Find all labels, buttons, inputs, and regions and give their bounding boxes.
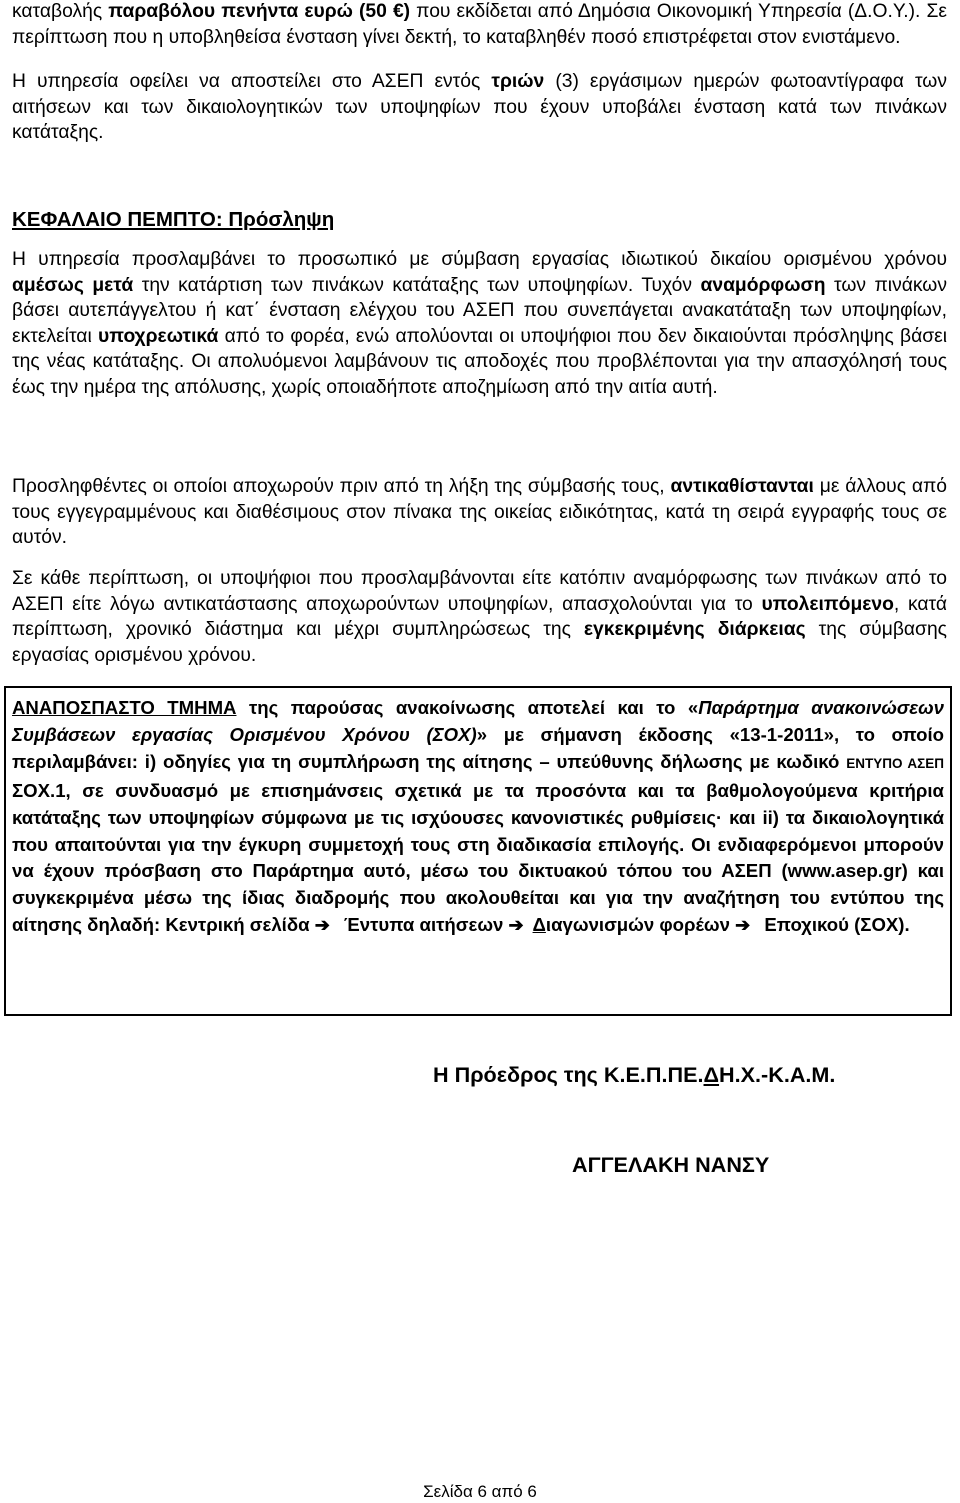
annex-notice-text: ΑΝΑΠΟΣΠΑΣΤΟ ΤΜΗΜΑ της παρούσας ανακοίνωσης αποτελεί και το «Παράρτημα ανακοινώσεων Συμβάσεων εργασίας Ορισμένου Χρόνου (ΣΟΧ)» με σήμανση έκδοσης «13-1-2011», το οποίο περιλαμβάνει: i) οδηγίες για τη συμπλήρωση της αίτησης – υπεύθυνης δήλωσης με κωδικό ΕΝΤΥΠΟ ΑΣΕΠ ΣΟΧ.1, σε συνδυασμό με επισημάνσεις σχετικά με τα προσόντα και τα βαθμολογούμενα κριτήρια κατάταξης των υποψηφίων σύμφωνα με τις ισχύουσες κανονιστικές ρυθμίσεις· και ii) τα δικαιολογητικά που απαιτούνται για την έγκυρη συμμετοχή τους στη διαδικασία επιλογής. Οι ενδιαφερόμενοι μπορούν να έχουν πρόσβαση στο Παράρτημα αυτό, μέσω του δικτυακού τόπου του ΑΣΕΠ (www.asep.gr) και συγκεκριμένα μέσω της ίδιας διαδρομής που ακολουθείται και για την αναζήτηση του εντύπου της αίτησης δηλαδή: Κεντρική σελίδα ➔ Έντυπα αιτήσεων ➔ Διαγωνισμών φορέων ➔ Εποχικού (ΣΟΧ). (12, 695, 944, 939)
page-number: Σελίδα 6 από 6 (423, 1482, 537, 1501)
signatory-title: Η Πρόεδρος της Κ.Ε.Π.ΠΕ.ΔΗ.Χ.-Κ.Α.Μ. (433, 1062, 836, 1087)
paragraph-fee: καταβολής παραβόλου πενήντα ευρώ (50 €) που εκδίδεται από Δημόσια Οικονομική Υπηρεσία (Δ.Ο.Υ.). Σε περίπτωση που η υποβληθείσα ένσταση γίνει δεκτή, το καταβληθέν ποσό επιστρέφεται στον ενιστάμενο. (12, 1, 947, 48)
arrow-right-icon: ➔ (314, 915, 330, 936)
paragraph-asep-copies: Η υπηρεσία οφείλει να αποστείλει στο ΑΣΕΠ εντός τριών (3) εργάσιμων ημερών φωτοαντίγραφα των αιτήσεων και των δικαιολογητικών των υποψηφίων που έχουν υποβάλει ένσταση κατά των πινάκων κατάταξης. (12, 71, 947, 144)
paragraph-replacement: Προσληφθέντες οι οποίοι αποχωρούν πριν από τη λήξη της σύμβασής τους, αντικαθίστανται με άλλους από τους εγγεγραμμένους και διαθέσιμους στον πίνακα της οικείας ειδικότητας, κατά τη σειρά εγγραφής τους σε αυτόν. (12, 476, 947, 549)
arrow-right-icon: ➔ (735, 915, 751, 936)
paragraph-duration: Σε κάθε περίπτωση, οι υποψήφιοι που προσλαμβάνονται είτε κατόπιν αναμόρφωσης των πινάκων από το ΑΣΕΠ είτε λόγω αντικατάστασης αποχωρούντων υποψηφίων, απασχολούνται για το υπολειπόμενο, κατά περίπτωση, χρονικό διάστημα και μέχρι συμπληρώσεως της εγκεκριμένης διάρκειας της σύμβασης εργασίας ορισμένου χρόνου. (12, 568, 947, 666)
chapter-heading: ΚΕΦΑΛΑΙΟ ΠΕΜΠΤΟ: Πρόσληψη (12, 208, 335, 231)
paragraph-hiring: Η υπηρεσία προσλαμβάνει το προσωπικό με σύμβαση εργασίας ιδιωτικού δικαίου ορισμένου χρόνου αμέσως μετά την κατάρτιση των πινάκων κατάταξης των υποψηφίων. Τυχόν αναμόρφωση των πινάκων βάσει αυτεπάγγελτου ή κατ΄ ένσταση ελέγχου του ΑΣΕΠ που συνεπάγεται ανακατάταξη των υποψηφίων, εκτελείται υποχρεωτικά από το φορέα, ενώ απολύονται οι υποψήφιοι που δεν δικαιούνται πρόσληψης βάσει της νέας κατάταξης. Οι απολυόμενοι λαμβάνουν τις αποδοχές που προβλέπονται για την απασχόλησή τους έως την ημέρα της απόλυσης, χωρίς οποιαδήποτε αποζημίωση από την αιτία αυτή. (12, 249, 947, 398)
annex-notice-box (4, 686, 952, 1016)
signatory-name: ΑΓΓΕΛΑΚΗ ΝΑΝΣΥ (572, 1152, 770, 1177)
arrow-right-icon: ➔ (508, 915, 524, 936)
